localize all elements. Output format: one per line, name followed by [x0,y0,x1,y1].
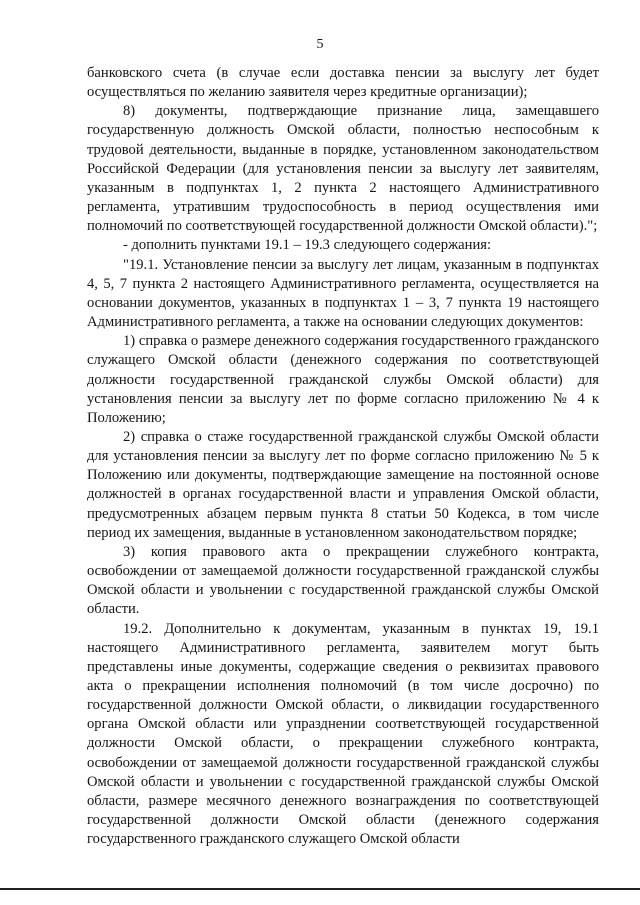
paragraph-19-2: 19.2. Дополнительно к документам, указанным в пунктах 19, 19.1 настоящего Административного регламента, заявителем могут быть представлены иные документы, содержащие сведения о реквизитах правового акта о прекращении исполнения полномочий (в том числе досрочно) по государственной должности Омской области, о ликвидации государственного органа Омской области или упразднении соответствующей государственной должности Омской области, о прекращении служебного контракта, освобождении от замещаемой должности государственной гражданской службы Омской области и увольнении с государственной гражданской службы Омской области, размере месячного денежного вознаграждения по соответствующей государственной должности Омской области (денежного содержания государственного гражданского служащего Омской области [87,620,599,848]
paragraph-item-2-service-certificate: 2) справка о стаже государственной гражданской службы Омской области для установления пенсии за выслугу лет по форме согласно приложению № 5 к Положению или документы, подтверждающие замещение на постоянной основе должностей в органах государственной власти и управления Омской области, предусмотренных абзацем первым пункта 8 статьи 50 Кодекса, в том числе период их замещения, выданные в установленном законодательством порядке; [87,428,599,541]
page-number: 5 [316,37,324,52]
document-body [87,64,599,849]
paragraph-bank-account: банковского счета (в случае если доставка пенсии за выслугу лет будет осуществляться по желанию заявителя через кредитные организации); [87,65,599,101]
paragraph-item-1-salary-certificate: 1) справка о размере денежного содержания государственного гражданского служащего Омской области (денежного содержания по соответствующей должности государственной гражданской службы Омской области) для установления пенсии за выслугу лет по форме согласно приложению № 4 к Положению; [87,333,599,426]
paragraph-19-1: "19.1. Установление пенсии за выслугу лет лицам, указанным в подпунктах 4, 5, 7 пункта 2 настоящего Административного регламента, осуществляется на основании документов, указанных в подпунктах 1 – 3, 7 пункта 19 настоящего Административного регламента, а также на основании следующих документов: [87,256,599,331]
scan-bottom-edge [0,888,640,890]
paragraph-amend-points: - дополнить пунктами 19.1 – 19.3 следующего содержания: [123,237,492,254]
paragraph-item-8-documents: 8) документы, подтверждающие признание лица, замещавшего государственную должность Омской области, полностью неспособным к трудовой деятельности, выданные в порядке, установленном законодательством Российской Федерации (для установления пенсии за выслугу лет заявителям, указанным в подпунктах 1, 2 пункта 2 настоящего Административного регламента, утратившим трудоспособность в период осуществления ими полномочий по соответствующей государственной должности Омской области)."; [87,103,599,235]
paragraph-item-3-legal-act-copy: 3) копия правового акта о прекращении служебного контракта, освобождении от замещаемой должности государственной гражданской службы Омской области и увольнении с государственной гражданской службы Омской области. [87,543,599,618]
